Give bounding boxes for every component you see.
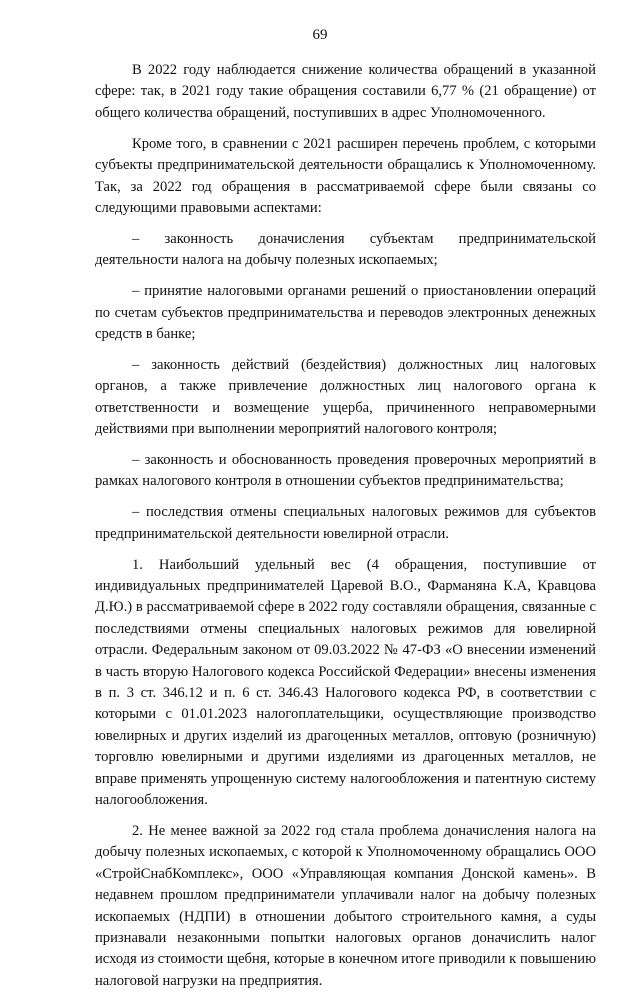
list-item-mineral-tax: – законность доначисления субъектам предпринимательской деятельности налога на добычу полезных ископаемых; [95, 230, 596, 269]
list-item-officials-liability: – законность действий (бездействия) должностных лиц налоговых органов, а также привлечение должностных лиц налогового органа к ответственности и возмещение ущерба, причиненного неправомерными действиями при выполнении мероприятий налогового контроля; [95, 356, 596, 438]
paragraph-summary-2022: В 2022 году наблюдается снижение количества обращений в указанной сфере: так, в 2021 году такие обращения составили 6,77 % (21 обращение) от общего количества обращений, поступивших в адрес Уполномоченного. [95, 62, 596, 121]
paragraph-jewelry-industry: 1. Наибольший удельный вес (4 обращения, поступившие от индивидуальных предпринимателей Царевой В.О., Фарманяна К.А, Кравцова Д.Ю.) в рассматриваемой сфере в 2022 году составляли обращения, связанные с последствиями отмены специальных налоговых режимов для ювелирной отрасли. Федеральным законом от 09.03.2022 № 47-ФЗ «О внесении изменений в часть вторую Налогового кодекса Российской Федерации» внесены изменения в п. 3 ст. 346.12 и п. 6 ст. 346.43 Налогового кодекса РФ, в соответствии с которыми с 01.01.2023 налогоплательщики, осуществляющие производство ювелирных и других изделий из драгоценных металлов, оптовую (розничную) торговлю ювелирными и другими изделиями из драгоценных металлов, не вправе применять упрощенную систему налогообложения и патентную систему налогообложения. [95, 556, 596, 809]
list-item-jewelry-regimes: – последствия отмены специальных налоговых режимов для субъектов предпринимательской деятельности ювелирной отрасли. [95, 504, 596, 542]
paragraph-mineral-extraction-tax: 2. Не менее важной за 2022 год стала проблема доначисления налога на добычу полезных ископаемых, с которой к Уполномоченному обращались ООО «СтройСнабКомплекс», ООО «Управляющая компания Донской камень». В недавнем прошлом предприниматели уплачивали налог на добычу полезных ископаемых (НДПИ) в отношении добытого строительного камня, а суды признавали незаконными попытки налоговых органов доначислить налог исходя из стоимости щебня, которые в конечном итоге приводили к повышению налоговой нагрузки на предприятия. [95, 823, 596, 989]
document-body [95, 60, 596, 1002]
page-number: 69 [312, 27, 328, 43]
paragraph-problem-list-intro: Кроме того, в сравнении с 2021 расширен перечень проблем, с которыми субъекты предпринимательской деятельности обращались к Уполномоченному. Так, за 2022 год обращения в рассматриваемой сфере были связаны со следующими правовыми аспектами: [95, 135, 596, 216]
list-item-tax-control-measures: – законность и обоснованность проведения проверочных мероприятий в рамках налогового контроля в отношении субъектов предпринимательства; [95, 452, 596, 490]
list-item-account-suspension: – принятие налоговыми органами решений о приостановлении операций по счетам субъектов предпринимательства и переводов электронных денежных средств в банке; [95, 283, 596, 342]
